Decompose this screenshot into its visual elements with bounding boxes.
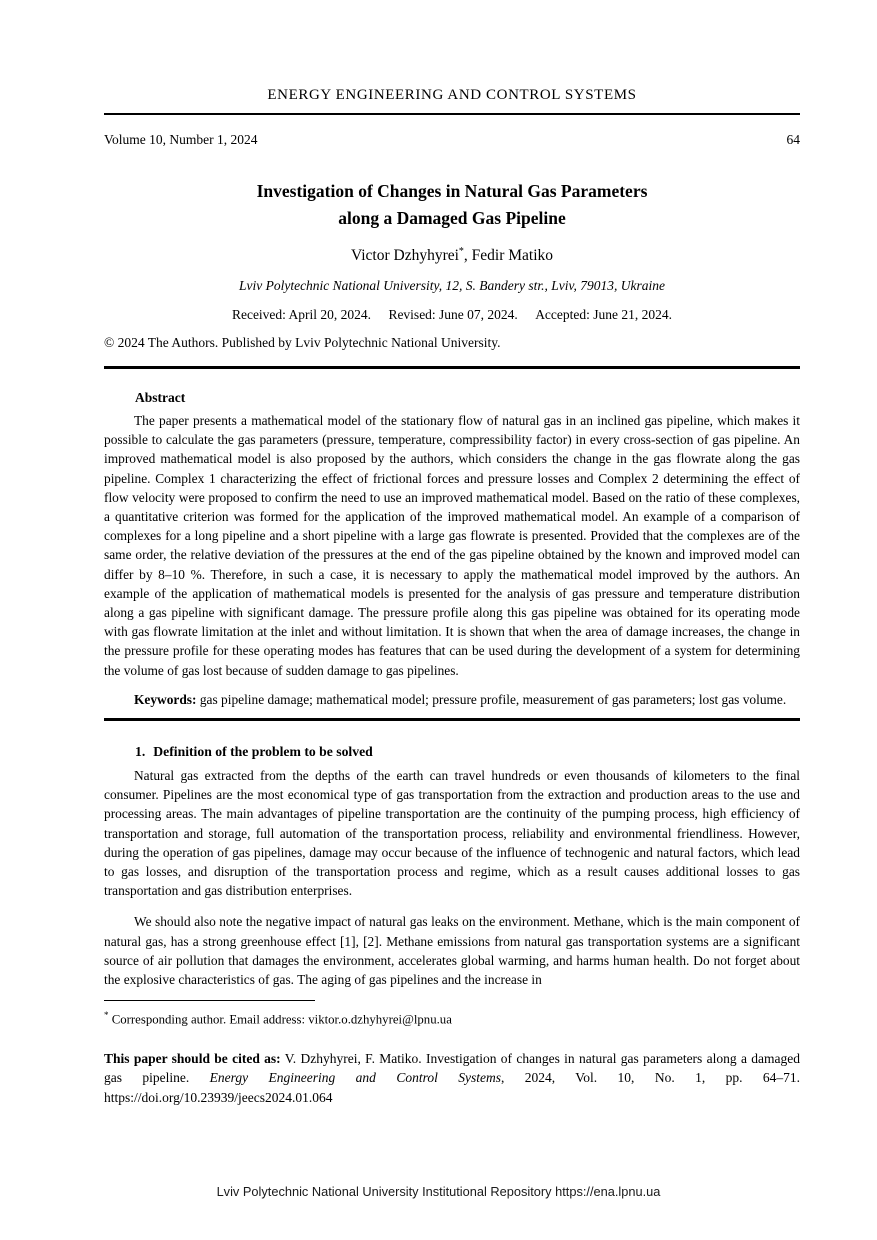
corresponding-author-asterisk: *: [458, 245, 464, 257]
citation-journal-name: Energy Engineering and Control Systems: [209, 1070, 501, 1086]
affiliation-line: Lviv Polytechnic National University, 12, S. Bandery str., Lviv, 79013, Ukraine: [238, 278, 666, 293]
corresponding-author-footnote: [104, 1007, 800, 1028]
keywords-line: [104, 690, 800, 709]
article-title-line2: along a Damaged Gas Pipeline: [338, 208, 566, 228]
keywords-text: gas pipeline damage; mathematical model; pressure profile, measurement of gas parameters; lost gas volume.: [196, 691, 787, 707]
author-2: Fedir Matiko: [471, 247, 554, 264]
volume-row: [104, 131, 800, 148]
copyright-line: © 2024 The Authors. Published by Lviv Polytechnic National University.: [104, 335, 501, 350]
footnote-asterisk: *: [104, 1010, 109, 1021]
citation-label: This paper should be cited as:: [104, 1050, 281, 1066]
dates-line: [104, 306, 800, 323]
section-1-heading: [104, 743, 800, 760]
citation-authors-title: V. Dzhyhyrei, F. Matiko. Investigation of changes in natural gas parameters along a damaged gas pipeline.: [104, 1050, 800, 1086]
article-title-line1: Investigation of Changes in Natural Gas Parameters: [256, 181, 648, 201]
section-1-number: 1.: [135, 744, 146, 760]
received-date: Received: April 20, 2024.: [231, 307, 372, 322]
section-1-title: Definition of the problem to be solved: [153, 744, 373, 760]
page-content: [104, 0, 800, 1107]
accepted-date: Accepted: June 21, 2024.: [535, 307, 673, 322]
section-1-paragraph-1: Natural gas extracted from the depths of the earth can travel hundreds or even thousands of kilometers to the final consumer. Pipelines are the most economical type of gas transportation from the extraction and production areas to the use and processing areas. The main advantages of pipeline transportation are the continuity of the pumping process, high efficiency of transportation and storage, full automation of the transportation process, reliability and environmental friendliness. However, during the operation of gas pipelines, damage may occur because of the influence of technogenic and natural factors, which lead to gas losses, and disruption of the transportation process and regime, which as a result causes additional losses to gas transportation and gas distribution enterprises.: [104, 768, 800, 899]
abstract-separator-rule: [104, 366, 800, 369]
author-separator: ,: [463, 247, 472, 264]
page-number: 64: [786, 132, 800, 147]
article-title: [104, 178, 800, 232]
section-1-paragraph-2: We should also note the negative impact of natural gas leaks on the environment. Methane, which is the main component of natural gas, has a strong greenhouse effect [1], [2]. Methane emissions from natural gas transportation systems are a significant source of air pollution that damages the environment, accelerates global warming, and harms human health. Do not forget about the explosive characteristics of gas. The aging of gas pipelines and the increase in: [104, 914, 800, 988]
citation-block: [104, 1049, 800, 1108]
revised-date: Revised: June 07, 2024.: [388, 307, 518, 322]
abstract-text: The paper presents a mathematical model of the stationary flow of natural gas in an inclined gas pipeline, which makes it possible to calculate the gas parameters (pressure, temperature, compressibility factor) in every cross-section of gas pipeline. An improved mathematical model is also proposed by the authors, which considers the change in the gas flowrate along the gas pipeline. Complex 1 characterizing the effect of frictional forces and pressure losses and Complex 2 determining the effect of flow velocity were proposed to confirm the need to use an improved mathematical model. Based on the ratio of these complexes, a quantitative criterion was formed for the application of the improved mathematical model. An example of a comparison of complexes for a long pipeline and a short pipeline with a large gas flowrate is presented. Provided that the complexes are of the same order, the relative deviation of the pressures at the end of the gas pipeline obtained by the known and improved model can differ by 8–10 %. Therefore, in such a case, it is necessary to apply the mathematical model improved by the authors. An example of the application of mathematical models is presented for the analysis of gas pressure and temperature distribution along a gas pipeline with significant damage. The pressure profile along this gas pipeline was obtained for its operating mode with gas flowrate limitation at the inlet and without limitation. It is shown that when the area of damage increases, the change in the pressure profile for these operating modes has features that can be used during the development of a system for determining the volume of gas lost because of sudden damage to gas pipelines.: [104, 413, 800, 678]
footnote-rule: [104, 1000, 315, 1001]
abstract-heading: Abstract: [135, 390, 186, 405]
author-1: Victor Dzhyhyrei: [350, 247, 459, 264]
repository-footer: Lviv Polytechnic National University Institutional Repository https://ena.lpnu.ua: [216, 1184, 661, 1199]
citation-volume-doi: , 2024, Vol. 10, No. 1, pp. 64–71. https://doi.org/10.23939/jeecs2024.01.064: [104, 1070, 801, 1105]
volume-line: Volume 10, Number 1, 2024: [104, 132, 258, 147]
authors-line: [104, 246, 800, 265]
keywords-label: Keywords:: [134, 691, 197, 707]
footnote-text: Corresponding author. Email address: viktor.o.dzhyhyrei@lpnu.ua: [108, 1012, 452, 1027]
section-separator-rule: [104, 718, 800, 721]
journal-title: ENERGY ENGINEERING AND CONTROL SYSTEMS: [267, 87, 637, 103]
header-rule: [104, 113, 800, 115]
